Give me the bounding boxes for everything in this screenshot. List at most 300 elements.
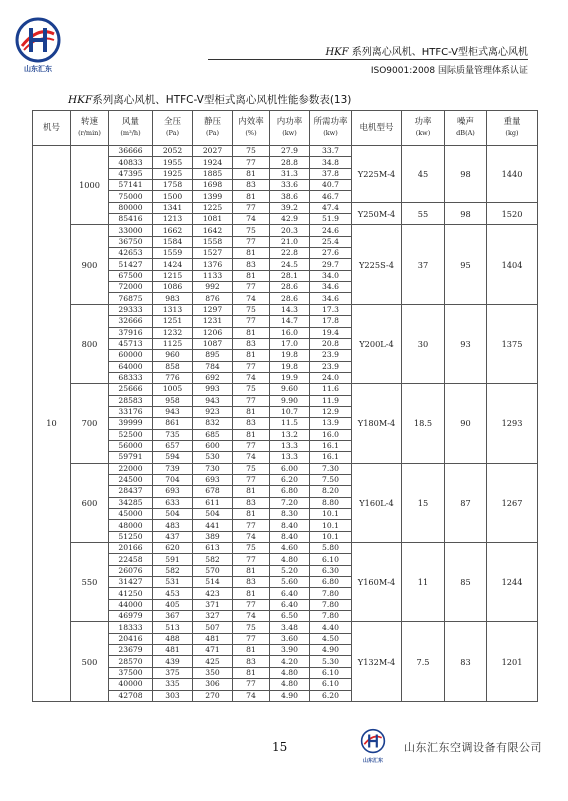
static-pressure-cell: 2027 xyxy=(193,146,233,157)
weight-cell: 1201 xyxy=(487,622,538,701)
airflow-cell: 22458 xyxy=(109,554,153,565)
motor-power-cell: 15 xyxy=(402,463,445,542)
column-header-label: 噪声 xyxy=(456,117,474,127)
internal-power-cell: 19.8 xyxy=(270,361,310,372)
required-power-cell: 24.0 xyxy=(310,372,352,383)
static-pressure-cell: 1376 xyxy=(193,259,233,270)
required-power-cell: 29.7 xyxy=(310,259,352,270)
required-power-cell: 34.6 xyxy=(310,293,352,304)
total-pressure-cell: 483 xyxy=(153,520,193,531)
airflow-cell: 60000 xyxy=(109,350,153,361)
header-title xyxy=(325,43,528,58)
total-pressure-cell: 1662 xyxy=(153,225,193,236)
efficiency-cell: 75 xyxy=(233,463,270,474)
internal-power-cell: 4.80 xyxy=(270,554,310,565)
efficiency-cell: 77 xyxy=(233,361,270,372)
required-power-cell: 10.1 xyxy=(310,520,352,531)
efficiency-cell: 81 xyxy=(233,667,270,678)
airflow-cell: 37916 xyxy=(109,327,153,338)
total-pressure-cell: 437 xyxy=(153,531,193,542)
column-header-unit: (kg) xyxy=(505,129,519,137)
total-pressure-cell: 943 xyxy=(153,406,193,417)
internal-power-cell: 6.20 xyxy=(270,474,310,485)
motor-power-cell: 37 xyxy=(402,225,445,304)
efficiency-cell: 81 xyxy=(233,509,270,520)
motor-power-cell: 55 xyxy=(402,202,445,225)
motor-model-cell: Y180M-4 xyxy=(352,384,402,463)
efficiency-cell: 77 xyxy=(233,520,270,531)
column-header xyxy=(109,111,153,146)
internal-power-cell: 4.90 xyxy=(270,690,310,701)
required-power-cell: 7.80 xyxy=(310,588,352,599)
required-power-cell: 13.9 xyxy=(310,418,352,429)
airflow-cell: 18333 xyxy=(109,622,153,633)
airflow-cell: 24500 xyxy=(109,474,153,485)
internal-power-cell: 38.6 xyxy=(270,191,310,202)
column-header-label: 风量 xyxy=(121,117,139,127)
efficiency-cell: 77 xyxy=(233,157,270,168)
required-power-cell: 34.0 xyxy=(310,270,352,281)
column-header xyxy=(487,111,538,146)
airflow-cell: 51250 xyxy=(109,531,153,542)
airflow-cell: 52500 xyxy=(109,429,153,440)
total-pressure-cell: 504 xyxy=(153,509,193,520)
motor-model-cell: Y132M-4 xyxy=(352,622,402,701)
logo-caption: 山东汇东 xyxy=(24,65,52,73)
table-row xyxy=(33,463,538,474)
column-header-label: 功率 xyxy=(414,117,432,127)
total-pressure-cell: 303 xyxy=(153,690,193,701)
weight-cell: 1244 xyxy=(487,543,538,622)
efficiency-cell: 77 xyxy=(233,440,270,451)
noise-cell: 98 xyxy=(445,202,487,225)
column-header-unit: (Pa) xyxy=(165,129,180,137)
static-pressure-cell: 1297 xyxy=(193,304,233,315)
static-pressure-cell: 784 xyxy=(193,361,233,372)
internal-power-cell: 3.90 xyxy=(270,645,310,656)
total-pressure-cell: 1313 xyxy=(153,304,193,315)
static-pressure-cell: 1225 xyxy=(193,202,233,213)
internal-power-cell: 13.3 xyxy=(270,452,310,463)
efficiency-cell: 81 xyxy=(233,406,270,417)
total-pressure-cell: 531 xyxy=(153,577,193,588)
noise-cell: 83 xyxy=(445,622,487,701)
required-power-cell: 11.6 xyxy=(310,384,352,395)
efficiency-cell: 81 xyxy=(233,191,270,202)
airflow-cell: 76875 xyxy=(109,293,153,304)
airflow-cell: 67500 xyxy=(109,270,153,281)
internal-power-cell: 13.3 xyxy=(270,440,310,451)
motor-power-cell: 11 xyxy=(402,543,445,622)
efficiency-cell: 83 xyxy=(233,577,270,588)
noise-cell: 95 xyxy=(445,225,487,304)
noise-cell: 93 xyxy=(445,304,487,383)
efficiency-cell: 75 xyxy=(233,146,270,157)
airflow-cell: 44000 xyxy=(109,599,153,610)
static-pressure-cell: 270 xyxy=(193,690,233,701)
efficiency-cell: 77 xyxy=(233,679,270,690)
internal-power-cell: 8.40 xyxy=(270,531,310,542)
footer-logo-caption: 山东汇东 xyxy=(362,758,383,764)
required-power-cell: 7.50 xyxy=(310,474,352,485)
static-pressure-cell: 678 xyxy=(193,486,233,497)
required-power-cell: 27.6 xyxy=(310,248,352,259)
required-power-cell: 4.90 xyxy=(310,645,352,656)
internal-power-cell: 17.0 xyxy=(270,338,310,349)
internal-power-cell: 31.3 xyxy=(270,168,310,179)
airflow-cell: 36666 xyxy=(109,146,153,157)
column-header-unit: (kw) xyxy=(282,129,297,137)
speed-cell: 700 xyxy=(71,384,109,463)
airflow-cell: 34285 xyxy=(109,497,153,508)
noise-cell: 87 xyxy=(445,463,487,542)
static-pressure-cell: 570 xyxy=(193,565,233,576)
total-pressure-cell: 1213 xyxy=(153,214,193,225)
speed-cell: 500 xyxy=(71,622,109,701)
efficiency-cell: 74 xyxy=(233,531,270,542)
total-pressure-cell: 657 xyxy=(153,440,193,451)
efficiency-cell: 75 xyxy=(233,225,270,236)
required-power-cell: 10.1 xyxy=(310,509,352,520)
airflow-cell: 39999 xyxy=(109,418,153,429)
airflow-cell: 32666 xyxy=(109,316,153,327)
header-title-prefix: HKF xyxy=(325,47,349,58)
column-header xyxy=(193,111,233,146)
column-header xyxy=(445,111,487,146)
efficiency-cell: 74 xyxy=(233,690,270,701)
static-pressure-cell: 692 xyxy=(193,372,233,383)
static-pressure-cell: 504 xyxy=(193,509,233,520)
airflow-cell: 20166 xyxy=(109,543,153,554)
static-pressure-cell: 1399 xyxy=(193,191,233,202)
required-power-cell: 34.8 xyxy=(310,157,352,168)
internal-power-cell: 3.60 xyxy=(270,633,310,644)
total-pressure-cell: 1125 xyxy=(153,338,193,349)
internal-power-cell: 3.48 xyxy=(270,622,310,633)
total-pressure-cell: 1341 xyxy=(153,202,193,213)
efficiency-cell: 83 xyxy=(233,656,270,667)
internal-power-cell: 24.5 xyxy=(270,259,310,270)
efficiency-cell: 81 xyxy=(233,588,270,599)
weight-cell: 1520 xyxy=(487,202,538,225)
required-power-cell: 10.1 xyxy=(310,531,352,542)
airflow-cell: 28583 xyxy=(109,395,153,406)
required-power-cell: 4.40 xyxy=(310,622,352,633)
total-pressure-cell: 620 xyxy=(153,543,193,554)
column-header-label: 机号 xyxy=(42,122,60,133)
total-pressure-cell: 591 xyxy=(153,554,193,565)
required-power-cell: 5.80 xyxy=(310,543,352,554)
table-row xyxy=(33,304,538,315)
airflow-cell: 46979 xyxy=(109,611,153,622)
internal-power-cell: 39.2 xyxy=(270,202,310,213)
internal-power-cell: 4.80 xyxy=(270,667,310,678)
weight-cell: 1375 xyxy=(487,304,538,383)
total-pressure-cell: 439 xyxy=(153,656,193,667)
required-power-cell: 23.9 xyxy=(310,350,352,361)
airflow-cell: 41250 xyxy=(109,588,153,599)
column-header-label: 所需功率 xyxy=(313,117,348,127)
total-pressure-cell: 704 xyxy=(153,474,193,485)
required-power-cell: 23.9 xyxy=(310,361,352,372)
static-pressure-cell: 895 xyxy=(193,350,233,361)
static-pressure-cell: 1558 xyxy=(193,236,233,247)
motor-model-cell: Y225M-4 xyxy=(352,146,402,203)
internal-power-cell: 28.6 xyxy=(270,282,310,293)
required-power-cell: 5.30 xyxy=(310,656,352,667)
noise-cell: 98 xyxy=(445,146,487,203)
airflow-cell: 42653 xyxy=(109,248,153,259)
total-pressure-cell: 513 xyxy=(153,622,193,633)
static-pressure-cell: 1924 xyxy=(193,157,233,168)
airflow-cell: 45000 xyxy=(109,509,153,520)
motor-power-cell: 18.5 xyxy=(402,384,445,463)
static-pressure-cell: 600 xyxy=(193,440,233,451)
required-power-cell: 6.10 xyxy=(310,667,352,678)
static-pressure-cell: 514 xyxy=(193,577,233,588)
column-header-unit: (m³/h) xyxy=(120,129,141,137)
internal-power-cell: 28.6 xyxy=(270,293,310,304)
total-pressure-cell: 633 xyxy=(153,497,193,508)
weight-cell: 1440 xyxy=(487,146,538,203)
required-power-cell: 4.50 xyxy=(310,633,352,644)
internal-power-cell: 5.20 xyxy=(270,565,310,576)
internal-power-cell: 7.20 xyxy=(270,497,310,508)
internal-power-cell: 13.2 xyxy=(270,429,310,440)
airflow-cell: 25666 xyxy=(109,384,153,395)
required-power-cell: 20.8 xyxy=(310,338,352,349)
column-header xyxy=(270,111,310,146)
total-pressure-cell: 481 xyxy=(153,645,193,656)
efficiency-cell: 81 xyxy=(233,350,270,361)
table-row xyxy=(33,225,538,236)
efficiency-cell: 77 xyxy=(233,316,270,327)
efficiency-cell: 77 xyxy=(233,395,270,406)
required-power-cell: 25.4 xyxy=(310,236,352,247)
efficiency-cell: 81 xyxy=(233,248,270,259)
internal-power-cell: 6.50 xyxy=(270,611,310,622)
required-power-cell: 16.1 xyxy=(310,452,352,463)
static-pressure-cell: 730 xyxy=(193,463,233,474)
static-pressure-cell: 327 xyxy=(193,611,233,622)
column-header-unit: (%) xyxy=(245,129,257,137)
static-pressure-cell: 507 xyxy=(193,622,233,633)
column-header-label: 内功率 xyxy=(276,117,303,127)
total-pressure-cell: 776 xyxy=(153,372,193,383)
noise-cell: 85 xyxy=(445,543,487,622)
required-power-cell: 7.30 xyxy=(310,463,352,474)
efficiency-cell: 81 xyxy=(233,645,270,656)
internal-power-cell: 20.3 xyxy=(270,225,310,236)
internal-power-cell: 19.8 xyxy=(270,350,310,361)
efficiency-cell: 74 xyxy=(233,611,270,622)
column-header-label: 内效率 xyxy=(238,117,264,127)
header-title-rest: 系列离心风机、HTFC-V型柜式离心风机 xyxy=(348,47,528,58)
efficiency-cell: 83 xyxy=(233,338,270,349)
static-pressure-cell: 389 xyxy=(193,531,233,542)
total-pressure-cell: 960 xyxy=(153,350,193,361)
static-pressure-cell: 1081 xyxy=(193,214,233,225)
column-header-label: 转速 xyxy=(80,117,98,127)
efficiency-cell: 74 xyxy=(233,214,270,225)
efficiency-cell: 77 xyxy=(233,474,270,485)
static-pressure-cell: 923 xyxy=(193,406,233,417)
company-name: 山东汇东空调设备有限公司 xyxy=(404,741,542,754)
efficiency-cell: 75 xyxy=(233,384,270,395)
column-header xyxy=(153,111,193,146)
airflow-cell: 40833 xyxy=(109,157,153,168)
motor-power-cell: 30 xyxy=(402,304,445,383)
efficiency-cell: 81 xyxy=(233,327,270,338)
total-pressure-cell: 594 xyxy=(153,452,193,463)
total-pressure-cell: 375 xyxy=(153,667,193,678)
efficiency-cell: 81 xyxy=(233,168,270,179)
total-pressure-cell: 739 xyxy=(153,463,193,474)
efficiency-cell: 77 xyxy=(233,599,270,610)
required-power-cell: 12.9 xyxy=(310,406,352,417)
total-pressure-cell: 861 xyxy=(153,418,193,429)
airflow-cell: 47395 xyxy=(109,168,153,179)
column-header xyxy=(310,111,352,146)
required-power-cell: 6.10 xyxy=(310,554,352,565)
required-power-cell: 6.30 xyxy=(310,565,352,576)
column-header xyxy=(352,111,402,146)
total-pressure-cell: 1500 xyxy=(153,191,193,202)
static-pressure-cell: 1133 xyxy=(193,270,233,281)
total-pressure-cell: 1925 xyxy=(153,168,193,179)
noise-cell: 90 xyxy=(445,384,487,463)
static-pressure-cell: 685 xyxy=(193,429,233,440)
motor-model-cell: Y250M-4 xyxy=(352,202,402,225)
total-pressure-cell: 1559 xyxy=(153,248,193,259)
internal-power-cell: 4.60 xyxy=(270,543,310,554)
table-row xyxy=(33,543,538,554)
airflow-cell: 23679 xyxy=(109,645,153,656)
internal-power-cell: 28.8 xyxy=(270,157,310,168)
static-pressure-cell: 371 xyxy=(193,599,233,610)
efficiency-cell: 77 xyxy=(233,554,270,565)
internal-power-cell: 11.5 xyxy=(270,418,310,429)
efficiency-cell: 74 xyxy=(233,452,270,463)
table-row xyxy=(33,146,538,157)
airflow-cell: 57141 xyxy=(109,180,153,191)
internal-power-cell: 8.30 xyxy=(270,509,310,520)
weight-cell: 1404 xyxy=(487,225,538,304)
motor-model-cell: Y225S-4 xyxy=(352,225,402,304)
total-pressure-cell: 958 xyxy=(153,395,193,406)
column-header-unit: (r/min) xyxy=(78,129,101,137)
efficiency-cell: 81 xyxy=(233,429,270,440)
internal-power-cell: 14.7 xyxy=(270,316,310,327)
total-pressure-cell: 1232 xyxy=(153,327,193,338)
required-power-cell: 11.9 xyxy=(310,395,352,406)
airflow-cell: 37500 xyxy=(109,667,153,678)
airflow-cell: 48000 xyxy=(109,520,153,531)
static-pressure-cell: 1698 xyxy=(193,180,233,191)
airflow-cell: 36750 xyxy=(109,236,153,247)
efficiency-cell: 83 xyxy=(233,418,270,429)
efficiency-cell: 83 xyxy=(233,259,270,270)
static-pressure-cell: 471 xyxy=(193,645,233,656)
static-pressure-cell: 613 xyxy=(193,543,233,554)
total-pressure-cell: 367 xyxy=(153,611,193,622)
performance-table xyxy=(32,110,538,702)
required-power-cell: 7.80 xyxy=(310,611,352,622)
airflow-cell: 40000 xyxy=(109,679,153,690)
static-pressure-cell: 1206 xyxy=(193,327,233,338)
required-power-cell: 17.8 xyxy=(310,316,352,327)
internal-power-cell: 8.40 xyxy=(270,520,310,531)
airflow-cell: 42708 xyxy=(109,690,153,701)
efficiency-cell: 83 xyxy=(233,497,270,508)
total-pressure-cell: 488 xyxy=(153,633,193,644)
airflow-cell: 51427 xyxy=(109,259,153,270)
static-pressure-cell: 530 xyxy=(193,452,233,463)
required-power-cell: 19.4 xyxy=(310,327,352,338)
efficiency-cell: 74 xyxy=(233,372,270,383)
airflow-cell: 59791 xyxy=(109,452,153,463)
internal-power-cell: 4.20 xyxy=(270,656,310,667)
motor-model-cell: Y160M-4 xyxy=(352,543,402,622)
table-header-row xyxy=(33,111,538,146)
required-power-cell: 6.20 xyxy=(310,690,352,701)
total-pressure-cell: 693 xyxy=(153,486,193,497)
static-pressure-cell: 993 xyxy=(193,384,233,395)
internal-power-cell: 16.0 xyxy=(270,327,310,338)
static-pressure-cell: 481 xyxy=(193,633,233,644)
airflow-cell: 31427 xyxy=(109,577,153,588)
internal-power-cell: 14.3 xyxy=(270,304,310,315)
table-body xyxy=(33,146,538,702)
airflow-cell: 26076 xyxy=(109,565,153,576)
total-pressure-cell: 1955 xyxy=(153,157,193,168)
table-title xyxy=(68,92,351,107)
airflow-cell: 20416 xyxy=(109,633,153,644)
required-power-cell: 8.80 xyxy=(310,497,352,508)
internal-power-cell: 33.6 xyxy=(270,180,310,191)
internal-power-cell: 10.7 xyxy=(270,406,310,417)
total-pressure-cell: 2052 xyxy=(153,146,193,157)
internal-power-cell: 5.60 xyxy=(270,577,310,588)
static-pressure-cell: 943 xyxy=(193,395,233,406)
column-header-label: 全压 xyxy=(163,117,181,127)
table-row xyxy=(33,622,538,633)
required-power-cell: 37.8 xyxy=(310,168,352,179)
column-header xyxy=(233,111,270,146)
column-header-unit: (kw) xyxy=(323,129,338,137)
static-pressure-cell: 350 xyxy=(193,667,233,678)
internal-power-cell: 27.9 xyxy=(270,146,310,157)
required-power-cell: 8.20 xyxy=(310,486,352,497)
column-header xyxy=(33,111,71,146)
airflow-cell: 33176 xyxy=(109,406,153,417)
static-pressure-cell: 876 xyxy=(193,293,233,304)
header-divider xyxy=(208,59,528,60)
total-pressure-cell: 582 xyxy=(153,565,193,576)
airflow-cell: 29333 xyxy=(109,304,153,315)
efficiency-cell: 75 xyxy=(233,622,270,633)
internal-power-cell: 21.0 xyxy=(270,236,310,247)
required-power-cell: 51.9 xyxy=(310,214,352,225)
total-pressure-cell: 983 xyxy=(153,293,193,304)
required-power-cell: 34.6 xyxy=(310,282,352,293)
page-number: 15 xyxy=(272,740,288,754)
total-pressure-cell: 1086 xyxy=(153,282,193,293)
airflow-cell: 28437 xyxy=(109,486,153,497)
column-header-unit: (kw) xyxy=(415,129,431,137)
airflow-cell: 85416 xyxy=(109,214,153,225)
required-power-cell: 16.1 xyxy=(310,440,352,451)
